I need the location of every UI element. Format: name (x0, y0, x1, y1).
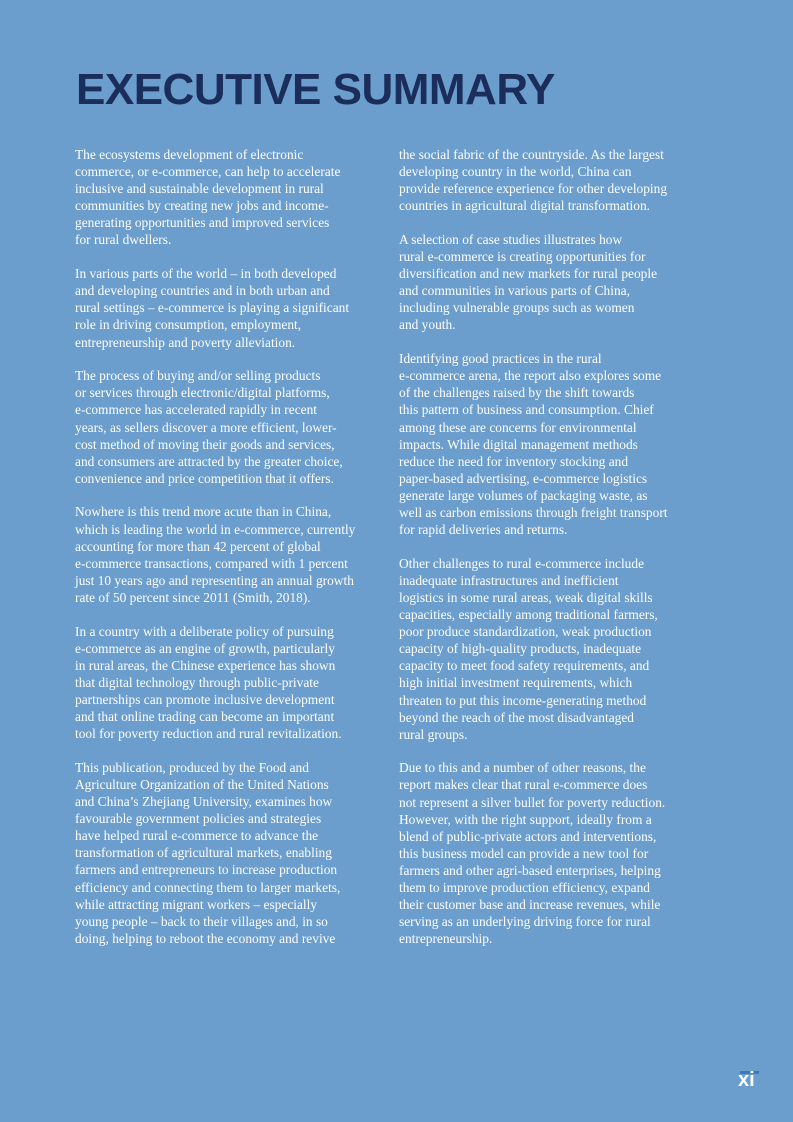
page-title: EXECUTIVE SUMMARY (76, 65, 555, 114)
paragraph: In a country with a deliberate policy of pursuing e-commerce as an engine of growth, particularly in rural areas, the Chinese experience has shown that digital technology through public-private partnerships can promote inclusive development and that online trading can become an important tool for poverty reduction and rural revitalization. (75, 623, 342, 742)
paragraph: This publication, produced by the Food and Agriculture Organization of the United Nations and China’s Zhejiang University, examines how favourable government policies and strategies have helped rural e-commerce to advance the transformation of agricultural markets, enabling farmers and entrepreneurs to increase production efficiency and connecting them to larger markets, while attracting migrant workers – especially young people – back to their villages and, in so doing, helping to reboot the economy and revive (75, 759, 341, 946)
paragraph: The ecosystems development of electronic commerce, or e-commerce, can help to accelerate inclusive and sustainable development in rural communities by creating new jobs and income- generating opportunities and improved services for rural dwellers. (75, 147, 341, 248)
left-column (75, 146, 375, 964)
paragraph: the social fabric of the countryside. As the largest developing country in the world, China can provide reference experience for other developing countries in agricultural digital transformation. (399, 147, 668, 214)
paragraph: The process of buying and/or selling products or services through electronic/digital platforms, e-commerce has accelerated rapidly in recent years, as sellers discover a more efficient, lower- cost method of moving their goods and services, and consumers are attracted by the greater choice, convenience and price competition that it offers. (75, 368, 343, 486)
paragraph: Nowhere is this trend more acute than in China, which is leading the world in e-commerce, currently accounting for more than 42 percent of global e-commerce transactions, compared with 1 percent just 10 years ago and representing an annual growth rate of 50 percent since 2011 (Smith, 2018). (75, 504, 356, 605)
page-number: xi (738, 1069, 755, 1091)
paragraph: Other challenges to rural e-commerce include inadequate infrastructures and inefficient logistics in some rural areas, weak digital skills capacities, especially among traditional farmers, poor produce standardization, weak production capacity of high-quality products, inadequate capacity to meet food safety requirements, and high initial investment requirements, which threaten to put this income-generating method beyond the reach of the most disadvantaged rural groups. (399, 555, 658, 742)
paragraph: In various parts of the world – in both developed and developing countries and in both urban and rural settings – e-commerce is playing a significant role in driving consumption, employment, entrepreneurship and poverty alleviation. (75, 266, 350, 350)
right-column (399, 146, 699, 964)
paragraph: A selection of case studies illustrates how rural e-commerce is creating opportunities for diversification and new markets for rural people and communities in various parts of China, including vulnerable groups such as women and youth. (399, 231, 658, 333)
paragraph: Due to this and a number of other reasons, the report makes clear that rural e-commerce does not represent a silver bullet for poverty reduction. However, with the right support, ideally from a blend of public-private actors and interventions, this business model can provide a new tool for farmers and other agri-based enterprises, helping them to improve production efficiency, expand their customer base and increase revenues, while serving as an underlying driving force for rural entrepreneurship. (399, 760, 666, 947)
paragraph: Identifying good practices in the rural e-commerce arena, the report also explores some of the challenges raised by the shift towards this pattern of business and consumption. Chief among these are concerns for environmental impacts. While digital management methods reduce the need for inventory stocking and paper-based advertising, e-commerce logistics generate large volumes of packaging waste, as well as carbon emissions through freight transport for rapid deliveries and returns. (399, 351, 668, 538)
